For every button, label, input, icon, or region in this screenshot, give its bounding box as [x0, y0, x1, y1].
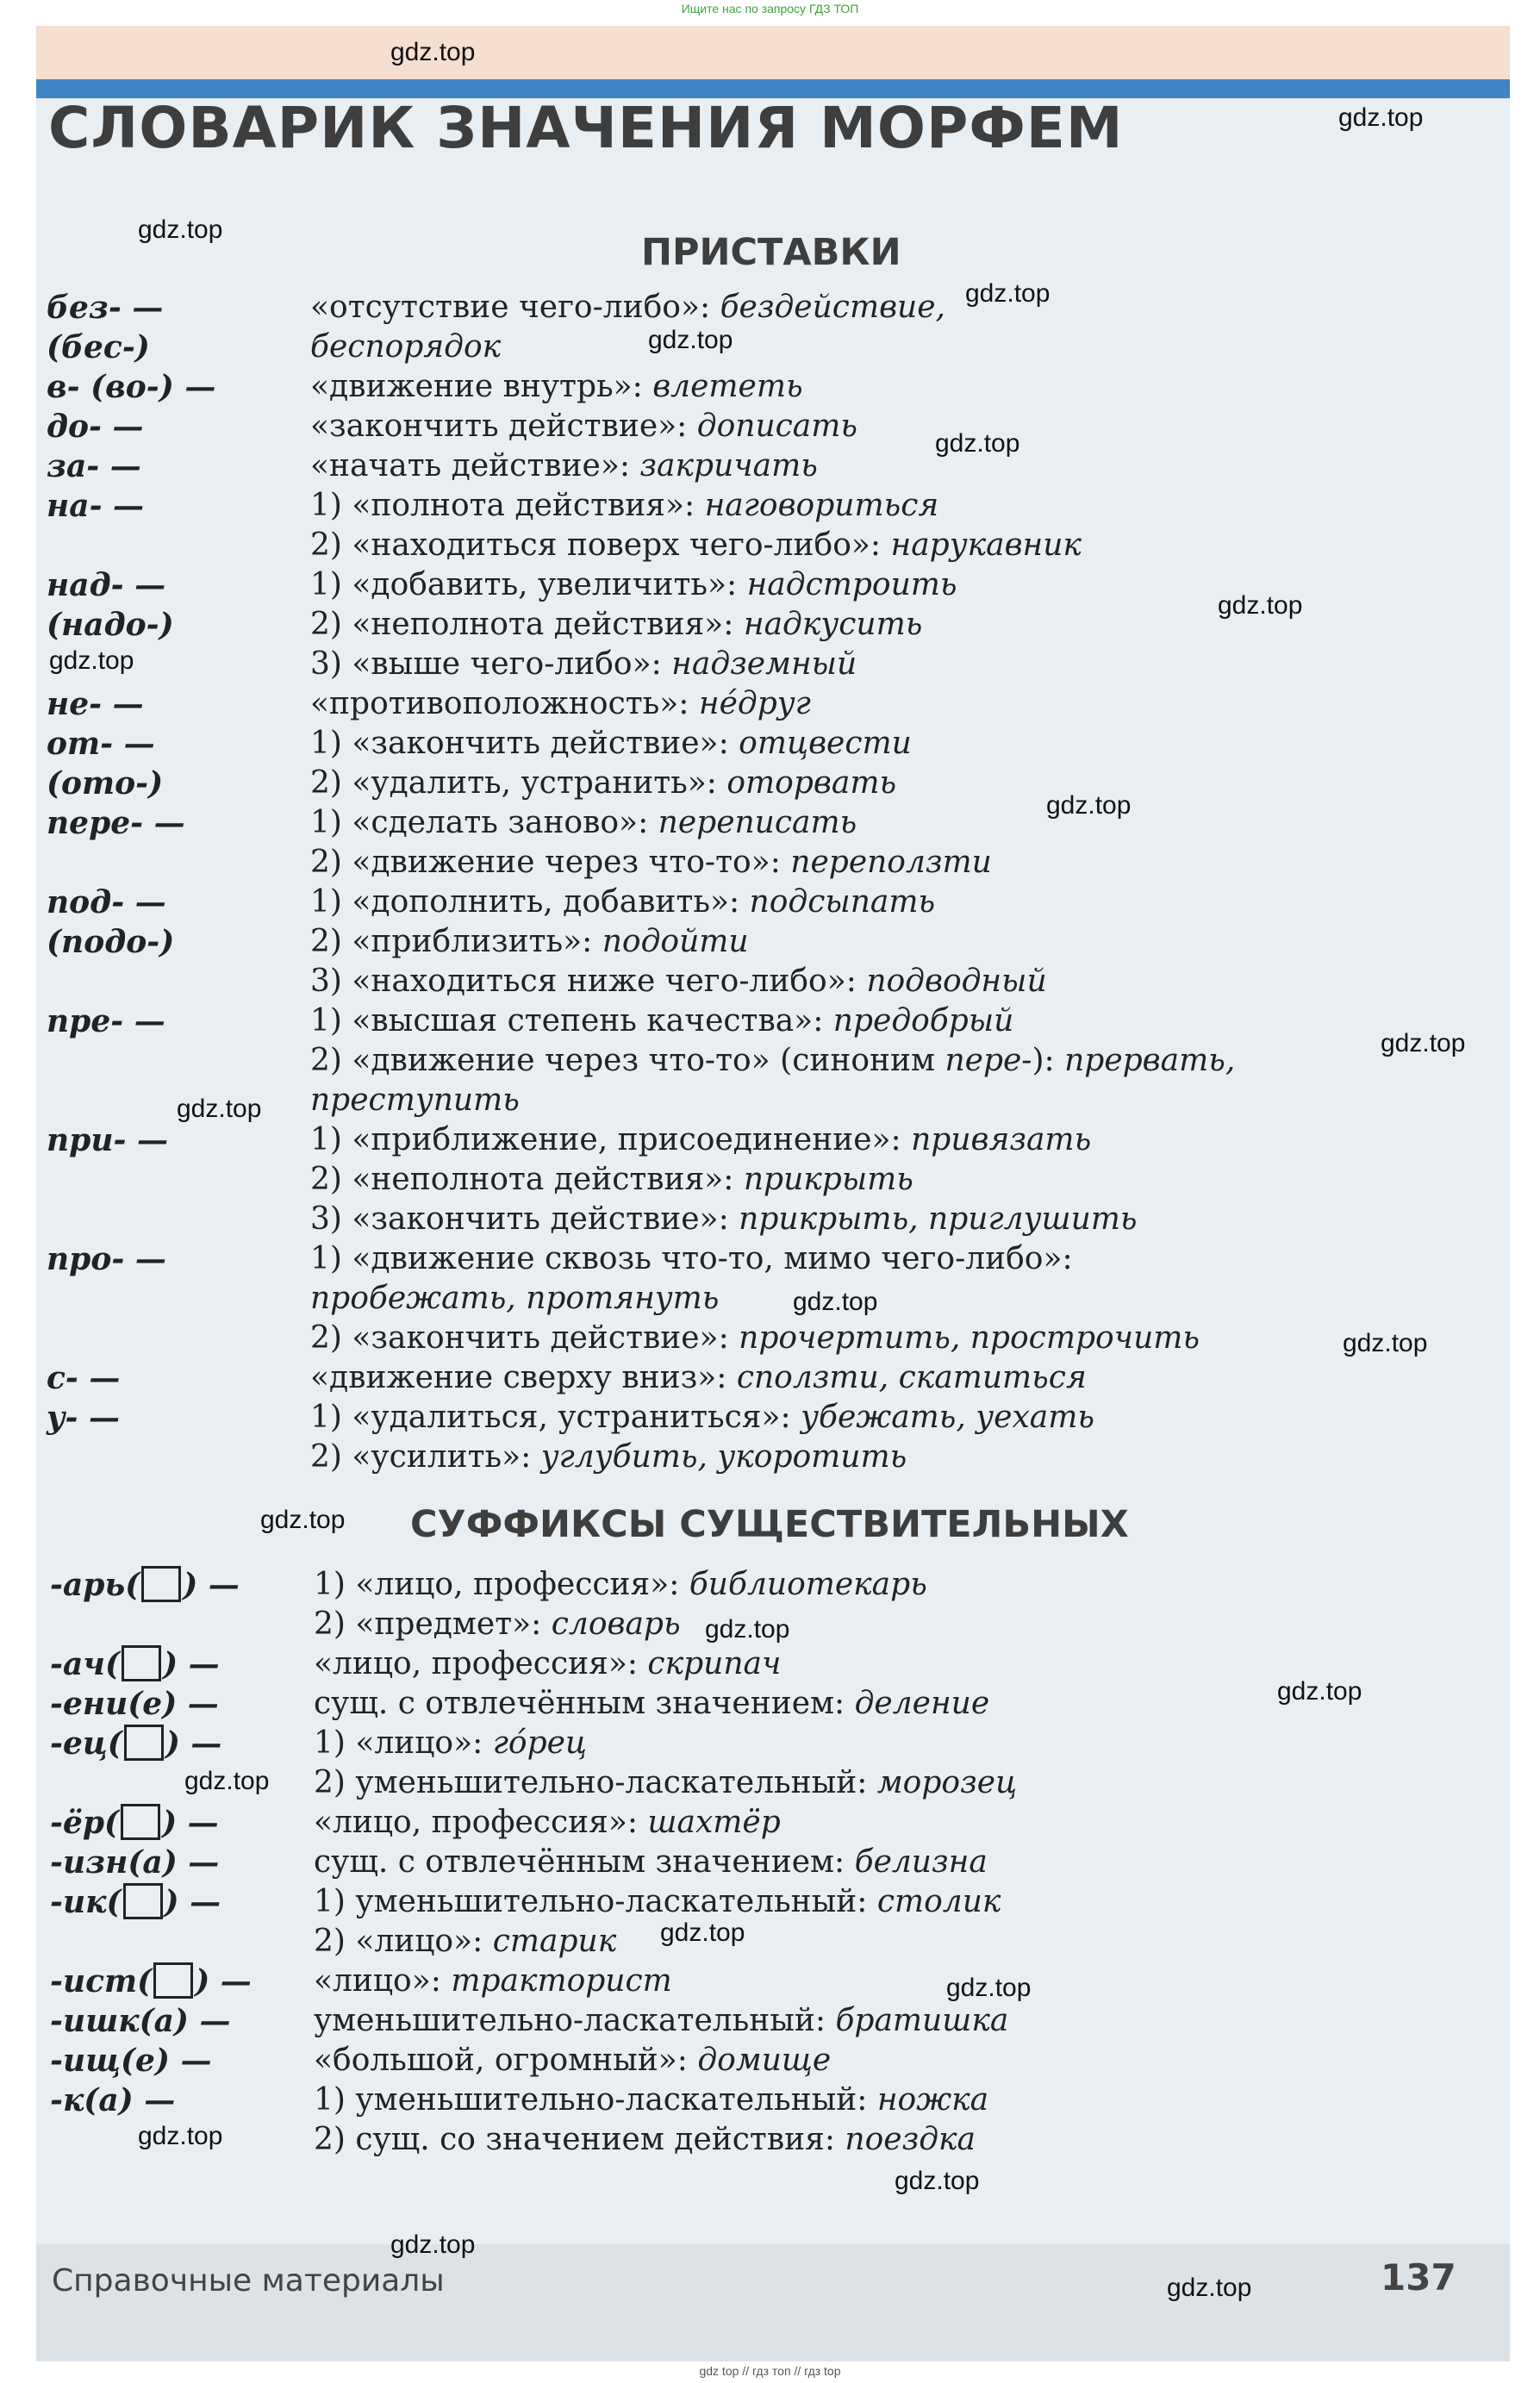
- watermark: gdz.top: [935, 429, 1020, 458]
- meaning-text: 3) «выше чего-либо»:: [310, 646, 672, 682]
- prefix-meaning: [310, 407, 857, 446]
- prefix-morpheme: (ото-): [47, 765, 164, 802]
- example-word: библиотекарь: [689, 1567, 927, 1602]
- watermark: gdz.top: [1343, 1329, 1428, 1357]
- suffix-meaning: [314, 2041, 831, 2080]
- example-word: подводный: [866, 964, 1047, 999]
- example-word: привязать: [911, 1122, 1092, 1157]
- prefix-meaning: [310, 288, 945, 328]
- meaning-text: 2) «находиться поверх чего-либо»:: [310, 527, 891, 563]
- prefix-morpheme: про- —: [47, 1241, 166, 1277]
- watermark: gdz.top: [1046, 791, 1132, 820]
- meaning-text: «лицо, профессия»:: [314, 1646, 648, 1681]
- meaning-text: «движение сверху вниз»:: [310, 1360, 737, 1395]
- prefix-meaning: [310, 565, 957, 605]
- prefix-row: [0, 605, 1379, 645]
- suffix-meaning: [314, 1565, 927, 1605]
- suffix-morpheme: -ист( ) —: [50, 1963, 252, 1999]
- zero-ending-box: [124, 1725, 164, 1761]
- suffix-meaning: [314, 1724, 587, 1763]
- prefix-meaning: [310, 962, 1047, 1001]
- suffix-row: [0, 1684, 1379, 1724]
- prefix-meaning: [310, 1279, 719, 1319]
- prefix-morpheme: (надо-): [47, 607, 174, 643]
- watermark: gdz.top: [1218, 591, 1303, 620]
- example-word: переползти: [790, 845, 992, 880]
- prefix-meaning: [310, 1160, 913, 1200]
- watermark: gdz.top: [184, 1767, 270, 1795]
- prefix-morpheme: под- —: [47, 884, 166, 920]
- example-word: тракторист: [451, 1963, 672, 1999]
- meaning-text: 3) «закончить действие»:: [310, 1201, 739, 1237]
- suffix-meaning: [314, 1843, 988, 1882]
- example-word: преступить: [310, 1082, 520, 1118]
- meaning-text: 2) «усилить»:: [310, 1439, 541, 1475]
- page-number: 137: [1381, 2256, 1456, 2299]
- prefix-meaning: [310, 1081, 520, 1120]
- prefix-morpheme: (бес-): [47, 329, 150, 365]
- suffix-row: [0, 1962, 1379, 2001]
- watermark: gdz.top: [1277, 1677, 1362, 1706]
- prefix-meaning: [310, 883, 935, 922]
- suffix-meaning: [314, 1882, 1001, 1922]
- suffix-end: ) —: [163, 1646, 220, 1682]
- prefixes-heading: ПРИСТАВКИ: [641, 231, 901, 274]
- example-word: нарукавник: [890, 527, 1082, 563]
- prefix-morpheme: в- (во-) —: [47, 369, 216, 405]
- prefix-meaning: [310, 684, 811, 724]
- suffixes-heading: СУФФИКСЫ СУЩЕСТВИТЕЛЬНЫХ: [410, 1503, 1129, 1546]
- example-word: бездействие,: [720, 290, 945, 325]
- suffix-meaning: [314, 2001, 1008, 2041]
- suffix-meaning: [314, 1763, 1017, 1803]
- suffix-end: ) —: [165, 1725, 222, 1762]
- watermark: gdz.top: [1338, 103, 1424, 132]
- example-word: надкусить: [743, 607, 923, 642]
- example-word: пере-: [945, 1043, 1032, 1078]
- example-word: оторвать: [726, 765, 897, 801]
- meaning-text: 3) «находиться ниже чего-либо»:: [310, 964, 867, 999]
- example-word: углубить, укоротить: [540, 1439, 907, 1475]
- prefix-morpheme: на- —: [47, 488, 145, 524]
- suffix-row: [0, 1644, 1379, 1684]
- watermark: gdz.top: [177, 1095, 262, 1123]
- meaning-text: 2) «неполнота действия»:: [310, 607, 744, 642]
- watermark: gdz.top: [138, 2122, 223, 2150]
- footer-section-name: Справочные материалы: [52, 2263, 445, 2299]
- zero-ending-box: [141, 1566, 181, 1602]
- suffix-meaning: [314, 1644, 781, 1684]
- meaning-text: 1) «дополнить, добавить»:: [310, 884, 750, 920]
- suffix-text: -изн(а) —: [50, 1844, 220, 1881]
- prefix-meaning: [310, 1398, 1094, 1438]
- example-word: сползти, скатиться: [736, 1360, 1087, 1395]
- page-footer-band: [36, 2244, 1510, 2361]
- prefix-morpheme: пре- —: [47, 1003, 165, 1039]
- suffix-text: -ист: [50, 1963, 138, 1999]
- prefix-meaning: [310, 1001, 1013, 1041]
- prefix-meaning: [310, 764, 896, 803]
- meaning-text: 2) «движение через что-то»:: [310, 845, 791, 880]
- example-word: прочертить, прострочить: [739, 1320, 1200, 1356]
- zero-ending-box: [153, 1962, 193, 1999]
- meaning-text: 1) «полнота действия»:: [310, 488, 705, 523]
- prefix-meaning: [310, 526, 1082, 565]
- example-word: прикрыть, приглушить: [739, 1201, 1138, 1237]
- prefix-row: [0, 486, 1379, 526]
- meaning-text: 1) уменьшительно-ласкательный:: [314, 2082, 877, 2118]
- example-word: переписать: [658, 805, 857, 840]
- suffix-morpheme: -ёр( ) —: [50, 1805, 219, 1841]
- meaning-text: «большой, огромный»:: [314, 2043, 698, 2078]
- zero-ending-box: [123, 1883, 163, 1919]
- example-word: поездка: [845, 2122, 976, 2157]
- meaning-text: «лицо, профессия»:: [314, 1805, 648, 1840]
- prefix-row: [0, 1398, 1379, 1438]
- prefixes-list: [0, 288, 1379, 1477]
- watermark: gdz.top: [1381, 1029, 1466, 1057]
- watermark: gdz.top: [1167, 2274, 1252, 2302]
- prefix-row: [0, 803, 1379, 843]
- suffix-meaning: [314, 2080, 988, 2120]
- example-word: скрипач: [647, 1646, 782, 1681]
- example-word: подсыпать: [749, 884, 936, 920]
- meaning-text: 2) «неполнота действия»:: [310, 1162, 744, 1197]
- page-title: СЛОВАРИК ЗНАЧЕНИЯ МОРФЕМ: [48, 95, 1124, 161]
- example-word: надземный: [671, 646, 857, 682]
- example-word: наговориться: [704, 488, 939, 523]
- suffix-text: -ач: [50, 1646, 106, 1682]
- suffix-row: [0, 1605, 1379, 1644]
- prefix-meaning: [310, 922, 749, 962]
- suffix-row: [0, 1843, 1379, 1882]
- suffix-morpheme: [50, 2001, 231, 2041]
- prefix-row: [0, 526, 1379, 565]
- example-word: убежать, уехать: [801, 1400, 1094, 1435]
- example-word: прикрыть: [743, 1162, 913, 1197]
- example-word: дописать: [696, 409, 857, 444]
- prefix-meaning: [310, 645, 857, 684]
- suffix-text: -ец: [50, 1725, 108, 1762]
- meaning-text: ):: [1032, 1043, 1065, 1078]
- prefix-meaning: [310, 486, 938, 526]
- prefix-meaning: [310, 1200, 1138, 1239]
- example-word: братишка: [835, 2003, 1009, 2038]
- suffix-morpheme: -ец( ) —: [50, 1725, 222, 1762]
- meaning-text: 2) «приблизить»:: [310, 924, 602, 959]
- example-word: беспорядок: [310, 329, 502, 365]
- example-word: влететь: [652, 369, 803, 404]
- suffix-end: ) —: [162, 1805, 219, 1841]
- prefix-row: [0, 922, 1379, 962]
- prefix-row: [0, 764, 1379, 803]
- watermark: gdz.top: [138, 215, 223, 244]
- example-word: ножка: [876, 2082, 989, 2118]
- suffix-text: -ик: [50, 1884, 107, 1920]
- meaning-text: 1) «лицо, профессия»:: [314, 1567, 689, 1602]
- suffix-row: [0, 2001, 1379, 2041]
- prefix-row: [0, 962, 1379, 1001]
- prefix-meaning: [310, 724, 912, 764]
- meaning-text: сущ. с отвлечённым значением:: [314, 1686, 855, 1721]
- meaning-text: 2) «движение через что-то» (синоним: [310, 1043, 945, 1078]
- suffix-row: [0, 2041, 1379, 2080]
- meaning-text: 1) «закончить действие»:: [310, 726, 739, 761]
- prefix-row: [0, 883, 1379, 922]
- suffix-morpheme: -арь( ) —: [50, 1567, 240, 1603]
- prefix-morpheme: у- —: [47, 1400, 121, 1436]
- suffix-meaning: [314, 1803, 781, 1843]
- prefix-row: [0, 1239, 1379, 1279]
- meaning-text: «закончить действие»:: [310, 409, 697, 444]
- meaning-text: «противоположность»:: [310, 686, 699, 721]
- suffix-morpheme: -ач( ) —: [50, 1646, 220, 1682]
- meaning-text: «начать действие»:: [310, 448, 640, 483]
- prefix-row: [0, 288, 1379, 328]
- meaning-text: 1) «добавить, увеличить»:: [310, 567, 747, 602]
- prefix-meaning: [310, 1120, 1091, 1160]
- meaning-text: «лицо»:: [314, 1963, 452, 1999]
- suffix-row: [0, 1803, 1379, 1843]
- meaning-text: уменьшительно-ласкательный:: [314, 2003, 836, 2038]
- prefix-row: [0, 1120, 1379, 1160]
- prefix-row: [0, 407, 1379, 446]
- suffix-morpheme: [50, 2080, 175, 2120]
- suffix-meaning: [314, 2120, 976, 2160]
- suffix-morpheme: [50, 1843, 219, 1882]
- prefix-meaning: [310, 605, 922, 645]
- example-word: домище: [697, 2043, 832, 2078]
- bottom-note: gdz top // гдз топ // гдз top: [699, 2364, 841, 2378]
- prefix-meaning: [310, 328, 501, 367]
- meaning-text: 1) «движение сквозь что-то, мимо чего-либо»:: [310, 1241, 1073, 1276]
- prefix-meaning: [310, 843, 992, 883]
- suffix-meaning: [314, 1605, 681, 1644]
- prefix-morpheme: при- —: [47, 1122, 168, 1158]
- suffix-row: [0, 1724, 1379, 1763]
- prefix-morpheme: над- —: [47, 567, 166, 603]
- suffix-meaning: [314, 1962, 672, 2001]
- meaning-text: 2) «предмет»:: [314, 1606, 552, 1642]
- meaning-text: 2) уменьшительно-ласкательный:: [314, 1765, 877, 1800]
- prefix-meaning: [310, 803, 857, 843]
- suffix-morpheme: [50, 2041, 211, 2080]
- prefix-meaning: [310, 1319, 1200, 1358]
- suffix-row: [0, 1882, 1379, 1922]
- prefix-meaning: [310, 1438, 907, 1477]
- prefix-row: [0, 1279, 1379, 1319]
- watermark: gdz.top: [648, 326, 733, 354]
- example-word: деление: [854, 1686, 990, 1721]
- zero-ending-box: [121, 1804, 160, 1840]
- prefix-meaning: [310, 1041, 1235, 1081]
- prefix-morpheme: с- —: [47, 1360, 121, 1396]
- meaning-text: сущ. с отвлечённым значением:: [314, 1844, 855, 1880]
- meaning-text: 1) «приближение, присоединение»:: [310, 1122, 912, 1157]
- suffix-row: [0, 1565, 1379, 1605]
- prefix-morpheme: не- —: [47, 686, 144, 722]
- prefix-morpheme: от- —: [47, 726, 155, 762]
- prefix-row: [0, 843, 1379, 883]
- example-word: надстроить: [746, 567, 957, 602]
- suffix-end: ) —: [195, 1963, 252, 1999]
- watermark: gdz.top: [660, 1918, 745, 1947]
- prefix-row: [0, 1160, 1379, 1200]
- meaning-text: 1) «удалиться, устраниться»:: [310, 1400, 801, 1435]
- prefix-morpheme: до- —: [47, 409, 144, 445]
- example-word: старик: [492, 1924, 617, 1959]
- zero-ending-box: [122, 1645, 161, 1681]
- example-word: нéдруг: [698, 686, 811, 721]
- example-word: закричать: [639, 448, 818, 483]
- example-word: пробежать, протянуть: [310, 1281, 720, 1316]
- prefix-row: [0, 1200, 1379, 1239]
- example-word: столик: [876, 1884, 1001, 1919]
- prefix-meaning: [310, 367, 803, 407]
- prefix-row: [0, 1041, 1379, 1081]
- watermark: gdz.top: [965, 279, 1051, 308]
- prefix-row: [0, 684, 1379, 724]
- prefix-row: [0, 367, 1379, 407]
- suffix-meaning: [314, 1684, 989, 1724]
- suffix-end: ) —: [183, 1567, 240, 1603]
- suffix-meaning: [314, 1922, 616, 1962]
- meaning-text: «движение внутрь»:: [310, 369, 653, 404]
- meaning-text: 1) уменьшительно-ласкательный:: [314, 1884, 877, 1919]
- meaning-text: 1) «лицо»:: [314, 1725, 493, 1761]
- meaning-text: 2) сущ. со значением действия:: [314, 2122, 845, 2157]
- watermark: gdz.top: [895, 2167, 980, 2195]
- suffix-text: -арь: [50, 1567, 126, 1603]
- suffix-text: -ёр: [50, 1805, 105, 1841]
- meaning-text: 1) «высшая степень качества»:: [310, 1003, 833, 1039]
- meaning-text: 2) «удалить, устранить»:: [310, 765, 727, 801]
- meaning-text: 2) «закончить действие»:: [310, 1320, 739, 1356]
- suffix-text: -ищ(е) —: [50, 2043, 212, 2079]
- meaning-text: 1) «сделать заново»:: [310, 805, 658, 840]
- suffix-morpheme: [50, 1684, 219, 1724]
- watermark: gdz.top: [260, 1506, 346, 1534]
- example-word: словарь: [551, 1606, 681, 1642]
- watermark: gdz.top: [793, 1288, 878, 1316]
- prefix-morpheme: пере- —: [47, 805, 185, 841]
- example-word: шахтёр: [647, 1805, 781, 1840]
- example-word: прервать,: [1064, 1043, 1236, 1078]
- prefix-meaning: [310, 1358, 1087, 1398]
- suffix-text: -к(а) —: [50, 2082, 176, 2118]
- top-note: Ищите нас по запросу ГДЗ ТОП: [681, 2, 859, 16]
- example-word: белизна: [854, 1844, 988, 1880]
- prefix-row: [0, 1358, 1379, 1398]
- page-top-margin: [36, 26, 1510, 79]
- prefix-morpheme: за- —: [47, 448, 141, 484]
- suffix-text: -ени(е) —: [50, 1686, 219, 1722]
- example-word: подойти: [602, 924, 749, 959]
- prefix-row: [0, 645, 1379, 684]
- prefix-row: [0, 1438, 1379, 1477]
- prefix-meaning: [310, 446, 818, 486]
- example-word: предобрый: [832, 1003, 1014, 1039]
- example-word: отцвести: [739, 726, 912, 761]
- prefix-morpheme: (подо-): [47, 924, 175, 960]
- meaning-text: «отсутствие чего-либо»:: [310, 290, 720, 325]
- meaning-text: 2) «лицо»:: [314, 1924, 493, 1959]
- suffix-row: [0, 2080, 1379, 2120]
- suffix-text: -ишк(а) —: [50, 2003, 231, 2039]
- suffixes-list: [0, 1565, 1379, 2160]
- watermark: gdz.top: [705, 1615, 790, 1644]
- example-word: морозец: [876, 1765, 1018, 1800]
- watermark: gdz.top: [390, 2230, 476, 2259]
- watermark: gdz.top: [390, 38, 476, 66]
- prefix-row: [0, 565, 1379, 605]
- example-word: гóрец: [492, 1725, 588, 1761]
- suffix-end: ) —: [164, 1884, 221, 1920]
- prefix-morpheme: без- —: [47, 290, 164, 326]
- prefix-row: [0, 446, 1379, 486]
- prefix-meaning: [310, 1239, 1073, 1279]
- prefix-row: [0, 1001, 1379, 1041]
- prefix-row: [0, 1319, 1379, 1358]
- prefix-row: [0, 724, 1379, 764]
- suffix-morpheme: -ик( ) —: [50, 1884, 221, 1920]
- watermark: gdz.top: [946, 1974, 1032, 2002]
- watermark: gdz.top: [49, 646, 134, 675]
